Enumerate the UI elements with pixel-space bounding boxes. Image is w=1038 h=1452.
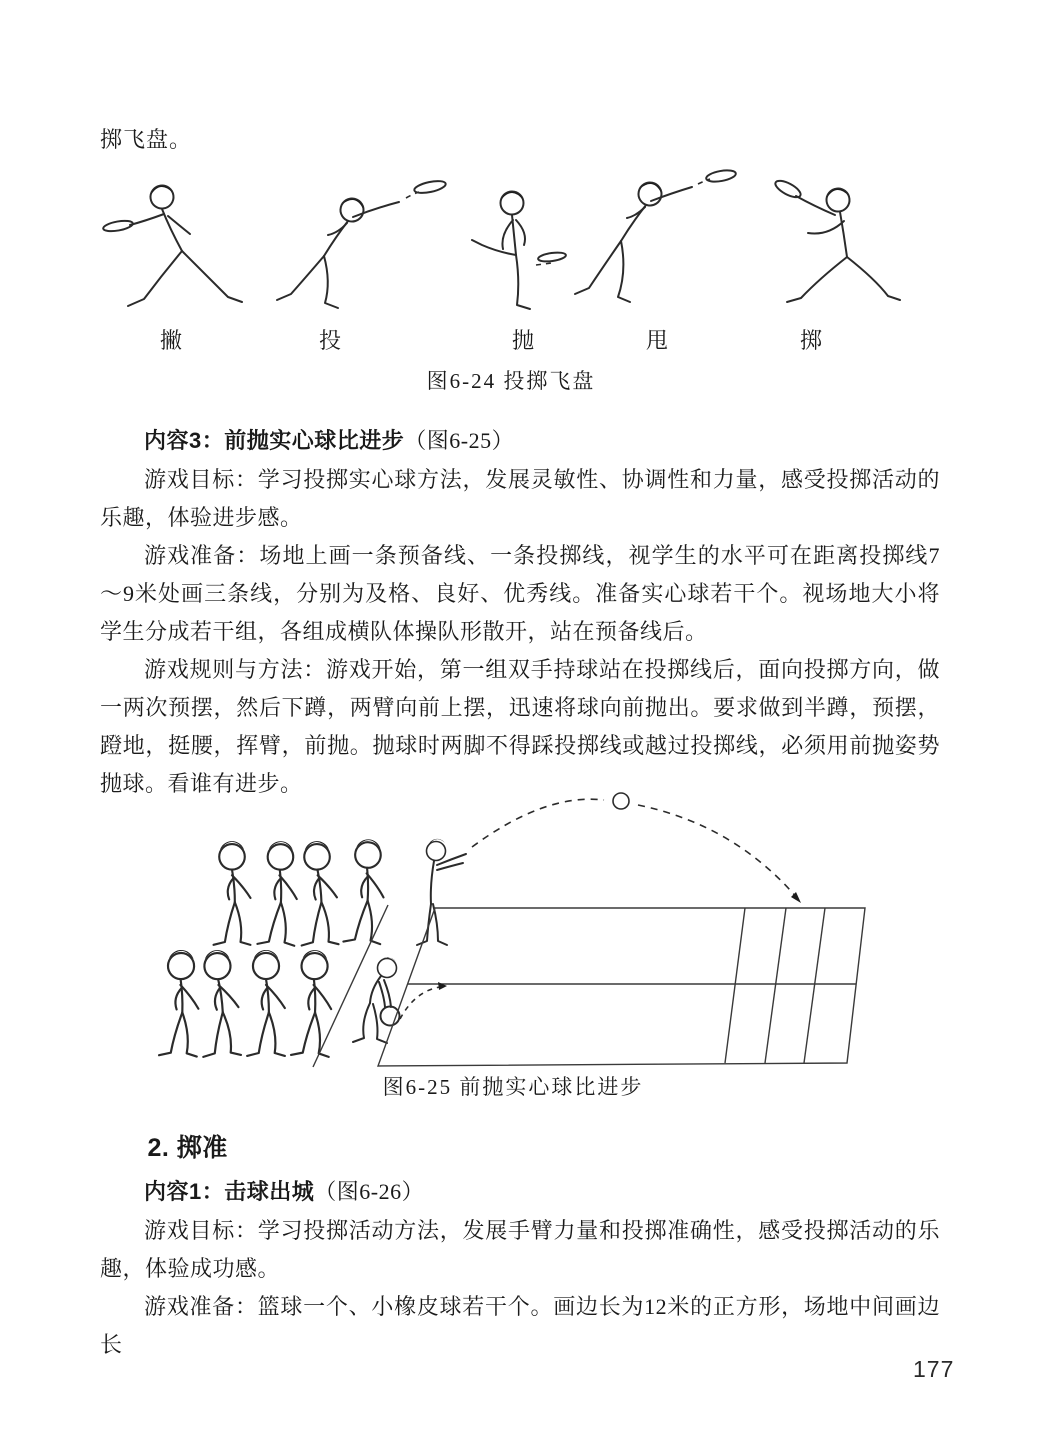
content1-heading-bold: 内容1：击球出城 xyxy=(144,1179,315,1204)
fig-label-shuai: 甩 xyxy=(645,328,669,353)
content3-prep-paragraph: 游戏准备：场地上画一条预备线、一条投掷线，视学生的水平可在距离投掷线7～9米处画三条线，分别为及格、良好、优秀线。准备实心球若干个。视场地大小将学生分成若干组，各组成横队体操队形散开，站在预备线后。 xyxy=(100,543,940,644)
content3-heading xyxy=(100,421,940,461)
content3-section xyxy=(100,421,940,803)
boy-pie xyxy=(102,184,242,306)
excellent-line xyxy=(804,908,825,1063)
content1-heading xyxy=(100,1172,940,1212)
content1-heading-paren: （图6-26） xyxy=(314,1179,425,1204)
flying-ball xyxy=(613,793,629,809)
good-line xyxy=(765,908,786,1063)
ball-throw-figure-drawing xyxy=(100,790,940,1075)
thrower-crouching xyxy=(353,957,400,1043)
boy-pao xyxy=(472,192,566,310)
page-number: 177 xyxy=(913,1356,955,1382)
content1-prep-paragraph: 游戏准备：篮球一个、小橡皮球若干个。画边长为12米的正方形，场地中间画边长 xyxy=(100,1294,940,1357)
intro-text: 掷飞盘。 xyxy=(100,127,193,152)
content1-goal-paragraph: 游戏目标：学习投掷活动方法，发展手臂力量和投掷准确性，感受投掷活动的乐趣，体验成功感。 xyxy=(100,1218,940,1281)
kids-back-row xyxy=(214,838,388,946)
boy-shuai xyxy=(575,168,737,302)
boy-zhi xyxy=(773,178,900,302)
content3-goal-paragraph: 游戏目标：学习投掷实心球方法，发展灵敏性、协调性和力量，感受投掷活动的乐趣，体验进步感。 xyxy=(100,467,940,530)
fig-label-pie: 撇 xyxy=(159,328,183,353)
content3-heading-bold: 内容3：前抛实心球比进步 xyxy=(144,428,405,453)
kids-front-row xyxy=(159,949,334,1057)
thrower-standing xyxy=(417,839,466,945)
figure-6-24-caption: 图6-24 投掷飞盘 xyxy=(426,369,596,393)
fig-label-zhi: 掷 xyxy=(799,328,823,353)
figure-6-25-caption: 图6-25 前抛实心球比进步 xyxy=(382,1075,644,1099)
content3-rules-paragraph: 游戏规则与方法：游戏开始，第一组双手持球站在投掷线后，面向投掷方向，做一两次预摆，然后下蹲，两臂向前上摆，迅速将球向前抛出。要求做到半蹲，预摆，蹬地，挺腰，挥臂，前抛。抛球时两脚不得踩投掷线或越过投掷线，必须用前抛姿势抛球。看谁有进步。 xyxy=(100,657,940,796)
throw-accuracy-heading: 2. 掷准 xyxy=(147,1134,228,1162)
pass-line xyxy=(725,908,745,1063)
boy-tou xyxy=(277,179,447,308)
fig-label-tou: 投 xyxy=(318,328,342,353)
ready-line xyxy=(313,905,388,1067)
ball-trajectory xyxy=(472,793,801,903)
frisbee-figure-drawing xyxy=(100,163,940,328)
figure-6-25-illustration xyxy=(100,790,940,1075)
short-toss-arc xyxy=(400,982,447,1019)
target-field xyxy=(378,908,865,1066)
content3-heading-paren: （图6-25） xyxy=(404,428,515,453)
figure-6-24-illustration xyxy=(100,163,940,328)
fig-label-pao: 抛 xyxy=(511,328,535,353)
throw-accuracy-section xyxy=(100,1124,940,1364)
